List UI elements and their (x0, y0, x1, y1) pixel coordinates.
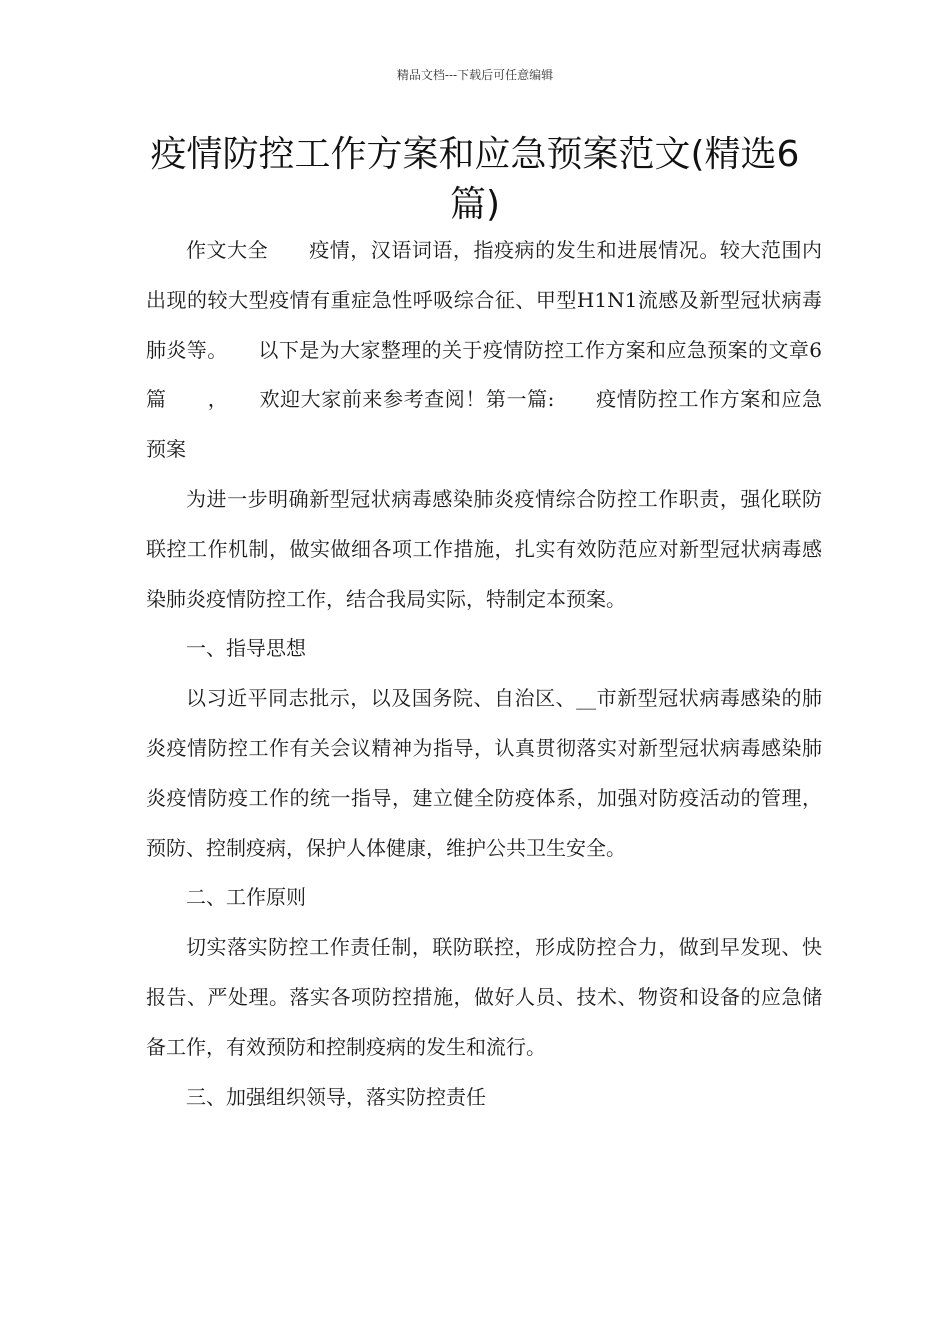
body-paragraph-1: 为进一步明确新型冠状病毒感染肺炎疫情综合防控工作职责，强化联防联控工作机制，做实做细各项工作措施，扎实有效防范应对新型冠状病毒感染肺炎疫情防控工作，结合我局实际，特制定本预案。 (146, 486, 822, 611)
section-heading-2: 二、工作原则 (186, 885, 306, 910)
document-body (146, 226, 822, 1122)
intro-paragraph: 作文大全 疫情，汉语词语，指疫病的发生和进展情况。较大范围内出现的较大型疫情有重症急性呼吸综合征、甲型H1N1流感及新型冠状病毒肺炎等。 以下是为大家整理的关于疫情防控工作方案和应急预案的文章6篇 ， 欢迎大家前来参考查阅！第一篇: 疫情防控工作方案和应急预案 (146, 238, 822, 462)
document-title: 疫情防控工作方案和应急预案范文(精选6篇) (150, 134, 800, 225)
section-heading-3: 三、加强组织领导，落实防控责任 (186, 1084, 486, 1109)
section-heading-1: 一、指导思想 (186, 636, 306, 661)
body-paragraph-2: 以习近平同志批示，以及国务院、自治区、__市新型冠状病毒感染的肺炎疫情防控工作有关会议精神为指导，认真贯彻落实对新型冠状病毒感染肺炎疫情防疫工作的统一指导，建立健全防疫体系，加强对防疫活动的管理，预防、控制疫病，保护人体健康，维护公共卫生安全。 (146, 686, 822, 860)
body-paragraph-3: 切实落实防控工作责任制，联防联控，形成防控合力，做到早发现、快报告、严处理。落实各项防控措施，做好人员、技术、物资和设备的应急储备工作，有效预防和控制疫病的发生和流行。 (146, 935, 822, 1059)
page-header: 精品文档---下载后可任意编辑 (396, 68, 554, 82)
